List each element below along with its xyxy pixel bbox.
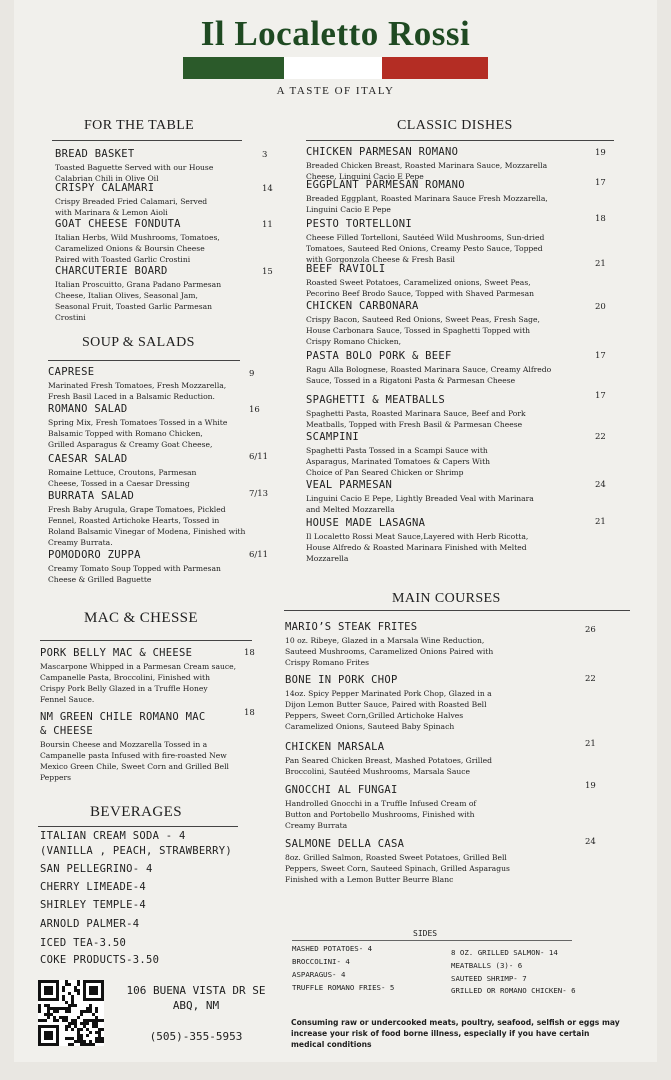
item-description: Handrolled Gnocchi in a Truffle Infused Cream of bbox=[285, 799, 477, 808]
section-heading-mac-cheese: MAC & CHESSE bbox=[84, 610, 198, 626]
item-name: CRISPY CALAMARI bbox=[55, 182, 155, 194]
item-description: Campanelle pasta Infused with fire-roasted New bbox=[40, 751, 227, 760]
item-description: 10 oz. Ribeye, Glazed in a Marsala Wine Reduction, bbox=[285, 636, 485, 645]
item-price: 7/13 bbox=[249, 489, 269, 499]
phone-number[interactable]: (505)-355-5953 bbox=[149, 1030, 243, 1043]
section-rule bbox=[52, 140, 242, 141]
item-price: 6/11 bbox=[249, 452, 269, 462]
side-item: MASHED POTATOES- 4 bbox=[292, 944, 373, 953]
address bbox=[108, 983, 284, 1013]
item-price: 16 bbox=[249, 405, 260, 415]
warning-line: Consuming raw or undercooked meats, poultry, seafood, selfish or eggs may bbox=[291, 1018, 620, 1027]
item-name: CHICKEN PARMESAN ROMANO bbox=[306, 146, 459, 158]
flag-green-stripe bbox=[183, 57, 284, 79]
item-description: with Marinara & Lemon Aioli bbox=[55, 208, 168, 217]
item-price: 26 bbox=[585, 625, 596, 635]
item-name: CHICKEN MARSALA bbox=[285, 741, 385, 753]
item-name: EGGPLANT PARMESAN ROMANO bbox=[306, 179, 465, 191]
side-item: ASPARAGUS- 4 bbox=[292, 970, 346, 979]
item-name: BREAD BASKET bbox=[55, 148, 135, 160]
item-name: ROMANO SALAD bbox=[48, 403, 128, 415]
item-description: Seasonal Fruit, Toasted Garlic Parmesan bbox=[55, 302, 213, 311]
warning-line: increase your risk of food borne illness, especially if you have certain bbox=[291, 1029, 590, 1038]
item-description: Roasted Sweet Potatoes, Caramelized onions, Sweet Peas, bbox=[306, 278, 531, 287]
item-description: Fennel, Roasted Artichoke Hearts, Tossed in bbox=[48, 516, 220, 525]
item-description: Fresh Baby Arugula, Grape Tomatoes, Pickled bbox=[48, 505, 226, 514]
item-description: Mascarpone Whipped in a Parmesan Cream sauce, bbox=[40, 662, 237, 671]
item-price: 6/11 bbox=[249, 550, 269, 560]
section-rule bbox=[284, 610, 630, 611]
qr-code-icon[interactable] bbox=[38, 980, 104, 1046]
item-description: Cheese & Grilled Baguette bbox=[48, 575, 152, 584]
item-price: 11 bbox=[262, 220, 273, 230]
item-description: Breaded Chicken Breast, Roasted Marinara Sauce, Mozzarella bbox=[306, 161, 548, 170]
item-description: Marinated Fresh Tomatoes, Fresh Mozzarella, bbox=[48, 381, 227, 390]
section-rule bbox=[48, 360, 240, 361]
item-description: 14oz. Spicy Pepper Marinated Pork Chop, Glazed in a bbox=[285, 689, 492, 698]
item-description: Peppers bbox=[40, 773, 72, 782]
item-name: PASTA BOLO PORK & BEEF bbox=[306, 350, 452, 362]
item-description: Cheese, Linguini Cacio E Pepe bbox=[306, 172, 424, 181]
item-price: 17 bbox=[595, 391, 606, 401]
beverage-item: CHERRY LIMEADE-4 bbox=[40, 881, 146, 893]
item-description: Dijon Lemon Butter Sauce, Paired with Roasted Bell bbox=[285, 700, 487, 709]
item-description: House Alfredo & Roasted Marinara Finished with Melted bbox=[306, 543, 527, 552]
item-name: CAPRESE bbox=[48, 366, 95, 378]
item-description: Finished with a Lemon Butter Beurre Blanc bbox=[285, 875, 454, 884]
item-description: Pecorino Beef Brodo Sauce, Topped with Shaved Parmesan bbox=[306, 289, 535, 298]
item-description: Paired with Toasted Garlic Crostini bbox=[55, 255, 191, 264]
item-description: Romaine Lettuce, Croutons, Parmesan bbox=[48, 468, 197, 477]
item-description: Crispy Romano Chicken, bbox=[306, 337, 402, 346]
item-price: 17 bbox=[595, 351, 606, 361]
item-description: Italian Proscuitto, Grana Padano Parmesan bbox=[55, 280, 222, 289]
item-description: Cheese, Tossed in a Caesar Dressing bbox=[48, 479, 190, 488]
side-item: BROCCOLINI- 4 bbox=[292, 957, 350, 966]
item-price: 18 bbox=[595, 214, 606, 224]
item-description: Spring Mix, Fresh Tomatoes Tossed in a White bbox=[48, 418, 228, 427]
item-price: 9 bbox=[249, 369, 255, 379]
item-description: Caramelized Onions & Boursin Cheese bbox=[55, 244, 205, 253]
item-price: 22 bbox=[585, 674, 596, 684]
item-price: 24 bbox=[585, 837, 596, 847]
item-description: Creamy Burrata bbox=[285, 821, 348, 830]
item-description: 8oz. Grilled Salmon, Roasted Sweet Potatoes, Grilled Bell bbox=[285, 853, 507, 862]
item-name: GOAT CHEESE FONDUTA bbox=[55, 218, 181, 230]
beverage-item: ITALIAN CREAM SODA - 4 bbox=[40, 830, 186, 842]
item-description: Crostini bbox=[55, 313, 86, 322]
item-name: MARIO’S STEAK FRITES bbox=[285, 621, 418, 633]
item-description: Calabrian Chili in Olive Oil bbox=[55, 174, 159, 183]
item-description: Asparagus, Marinated Tomatoes & Capers With bbox=[306, 457, 491, 466]
item-name: NM GREEN CHILE ROMANO MAC bbox=[40, 711, 206, 723]
item-name: SPAGHETTI & MEATBALLS bbox=[306, 394, 446, 406]
side-item: SAUTEED SHRIMP- 7 bbox=[451, 974, 527, 983]
item-description: Fennel Sauce. bbox=[40, 695, 95, 704]
item-description: and Melted Mozzarella bbox=[306, 505, 395, 514]
item-name: SCAMPINI bbox=[306, 431, 359, 443]
item-name: POMODORO ZUPPA bbox=[48, 549, 141, 561]
item-price: 21 bbox=[595, 259, 606, 269]
item-description: Cheese, Italian Olives, Seasonal Jam, bbox=[55, 291, 198, 300]
food-safety-warning bbox=[291, 1017, 651, 1050]
item-name: SALMONE DELLA CASA bbox=[285, 838, 405, 850]
item-description: Linguini Cacio E Pepe bbox=[306, 205, 391, 214]
item-description: Breaded Eggplant, Roasted Marinara Sauce Fresh Mozzarella, bbox=[306, 194, 548, 203]
item-description: Balsamic Topped with Romano Chicken, bbox=[48, 429, 203, 438]
item-name: PORK BELLY MAC & CHEESE bbox=[40, 647, 193, 659]
item-price: 21 bbox=[595, 517, 606, 527]
side-item: MEATBALLS (3)- 6 bbox=[451, 961, 523, 970]
item-description: Broccolini, Sautéed Mushrooms, Marsala Sauce bbox=[285, 767, 471, 776]
section-heading-soup-salads: SOUP & SALADS bbox=[82, 335, 195, 350]
item-price: 21 bbox=[585, 739, 596, 749]
item-name: VEAL PARMESAN bbox=[306, 479, 393, 491]
item-name: GNOCCHI AL FUNGAI bbox=[285, 784, 398, 796]
item-price: 18 bbox=[244, 648, 255, 658]
warning-line: medical conditions bbox=[291, 1040, 372, 1049]
item-price: 17 bbox=[595, 178, 606, 188]
item-name: BEEF RAVIOLI bbox=[306, 263, 386, 275]
item-description: Italian Herbs, Wild Mushrooms, Tomatoes, bbox=[55, 233, 220, 242]
item-description: Fresh Basil Laced in a Balsamic Reduction. bbox=[48, 392, 215, 401]
side-item: GRILLED OR ROMANO CHICKEN- 6 bbox=[451, 986, 576, 995]
item-description: Creamy Burrata. bbox=[48, 538, 113, 547]
section-rule bbox=[40, 640, 252, 641]
side-item: 8 OZ. GRILLED SALMON- 14 bbox=[451, 948, 558, 957]
item-description: Pan Seared Chicken Breast, Mashed Potatoes, Grilled bbox=[285, 756, 493, 765]
item-description: Mozzarella bbox=[306, 554, 349, 563]
section-heading-for-the-table: FOR THE TABLE bbox=[84, 118, 195, 133]
item-description: Choice of Pan Seared Chicken or Shrimp bbox=[306, 468, 464, 477]
item-description: Peppers, Sweet Corn, Sauteed Spinach, Grilled Asparagus bbox=[285, 864, 510, 873]
item-description: Il Localetto Rossi Meat Sauce,Layered with Herb Ricotta, bbox=[306, 532, 529, 541]
item-name: HOUSE MADE LASAGNA bbox=[306, 517, 426, 529]
item-name: CHICKEN CARBONARA bbox=[306, 300, 419, 312]
item-description: Button and Portobello Mushrooms, Finished with bbox=[285, 810, 475, 819]
item-price: 15 bbox=[262, 267, 273, 277]
item-description: with Gorgonzola Cheese & Fresh Basil bbox=[306, 255, 455, 264]
item-description: Crispy Pork Belly Glazed in a Truffle Honey bbox=[40, 684, 208, 693]
item-description: Creamy Tomato Soup Topped with Parmesan bbox=[48, 564, 221, 573]
item-description: Cheese Filled Tortelloni, Sautéed Wild Mushrooms, Sun-dried bbox=[306, 233, 545, 242]
item-description: Campanelle Pasta, Broccolini, Finished with bbox=[40, 673, 210, 682]
item-price: 24 bbox=[595, 480, 606, 490]
section-heading-main-courses: MAIN COURSES bbox=[392, 591, 501, 606]
beverage-item: ICED TEA-3.50 bbox=[40, 937, 127, 949]
item-description: Toasted Baguette Served with our House bbox=[55, 163, 214, 172]
item-description: Mexico Green Chile, Sweet Corn and Grilled Bell bbox=[40, 762, 229, 771]
beverage-item: (VANILLA , PEACH, STRAWBERRY) bbox=[40, 845, 233, 857]
item-price: 20 bbox=[595, 302, 606, 312]
item-description: Tomatoes, Sauteed Red Onions, Creamy Pesto Sauce, Topped bbox=[306, 244, 543, 253]
section-heading-classic-dishes: CLASSIC DISHES bbox=[397, 118, 513, 133]
section-rule bbox=[38, 826, 238, 827]
item-description: Sauce, Tossed in a Rigatoni Pasta & Parmesan Cheese bbox=[306, 376, 516, 385]
section-rule bbox=[306, 140, 614, 141]
section-heading-sides: SIDES bbox=[413, 929, 438, 938]
item-name: BONE IN PORK CHOP bbox=[285, 674, 398, 686]
item-description: Meatballs, Topped with Fresh Basil & Parmesan Cheese bbox=[306, 420, 523, 429]
section-heading-beverages: BEVERAGES bbox=[90, 804, 182, 820]
item-price: 3 bbox=[262, 150, 268, 160]
item-description: Peppers, Sweet Corn,Grilled Artichoke Halves bbox=[285, 711, 464, 720]
flag-white-stripe bbox=[284, 57, 382, 79]
item-name: CAESAR SALAD bbox=[48, 453, 128, 465]
flag-red-stripe bbox=[382, 57, 488, 79]
item-description: Spaghetti Pasta, Roasted Marinara Sauce, Beef and Pork bbox=[306, 409, 526, 418]
address-line-2: ABQ, NM bbox=[172, 999, 220, 1012]
section-rule bbox=[292, 940, 572, 941]
item-name: PESTO TORTELLONI bbox=[306, 218, 412, 230]
item-name: BURRATA SALAD bbox=[48, 490, 135, 502]
restaurant-title: Il Localetto Rossi bbox=[200, 14, 471, 53]
side-item: TRUFFLE ROMANO FRIES- 5 bbox=[292, 983, 395, 992]
item-description: Crispy Bacon, Sauteed Red Onions, Sweet Peas, Fresh Sage, bbox=[306, 315, 540, 324]
item-price: 14 bbox=[262, 184, 273, 194]
item-name: CHARCUTERIE BOARD bbox=[55, 265, 168, 277]
item-price: 19 bbox=[595, 148, 606, 158]
item-description: Roland Balsamic Vinegar of Modena, Finished with bbox=[48, 527, 246, 536]
item-description: Crispy Romano Frites bbox=[285, 658, 369, 667]
beverage-item: SAN PELLEGRINO- 4 bbox=[40, 863, 153, 875]
beverage-item: ARNOLD PALMER-4 bbox=[40, 918, 140, 930]
item-description: Sauteed Mushrooms, Caramelized Onions Paired with bbox=[285, 647, 494, 656]
item-price: 19 bbox=[585, 781, 596, 791]
tagline: A TASTE OF ITALY bbox=[276, 85, 395, 97]
item-description: Spaghetti Pasta Tossed in a Scampi Sauce with bbox=[306, 446, 488, 455]
item-description: Linguini Cacio E Pepe, Lightly Breaded Veal with Marinara bbox=[306, 494, 534, 503]
item-price: 18 bbox=[244, 708, 255, 718]
item-description: House Carbonara Sauce, Tossed in Spaghetti Topped with bbox=[306, 326, 531, 335]
beverage-item: SHIRLEY TEMPLE-4 bbox=[40, 899, 146, 911]
address-line-1: 106 BUENA VISTA DR SE bbox=[126, 984, 266, 997]
item-description: Grilled Asparagus & Creamy Goat Cheese, bbox=[48, 440, 213, 449]
item-description: Boursin Cheese and Mozzarella Tossed in a bbox=[40, 740, 208, 749]
item-description: Caramelized Onions, Sauteed Baby Spinach bbox=[285, 722, 455, 731]
item-description: Ragu Alla Bolognese, Roasted Marinara Sauce, Creamy Alfredo bbox=[306, 365, 552, 374]
beverage-item: COKE PRODUCTS-3.50 bbox=[40, 954, 160, 966]
item-name: & CHEESE bbox=[40, 725, 93, 737]
item-description: Crispy Breaded Fried Calamari, Served bbox=[55, 197, 208, 206]
item-price: 22 bbox=[595, 432, 606, 442]
